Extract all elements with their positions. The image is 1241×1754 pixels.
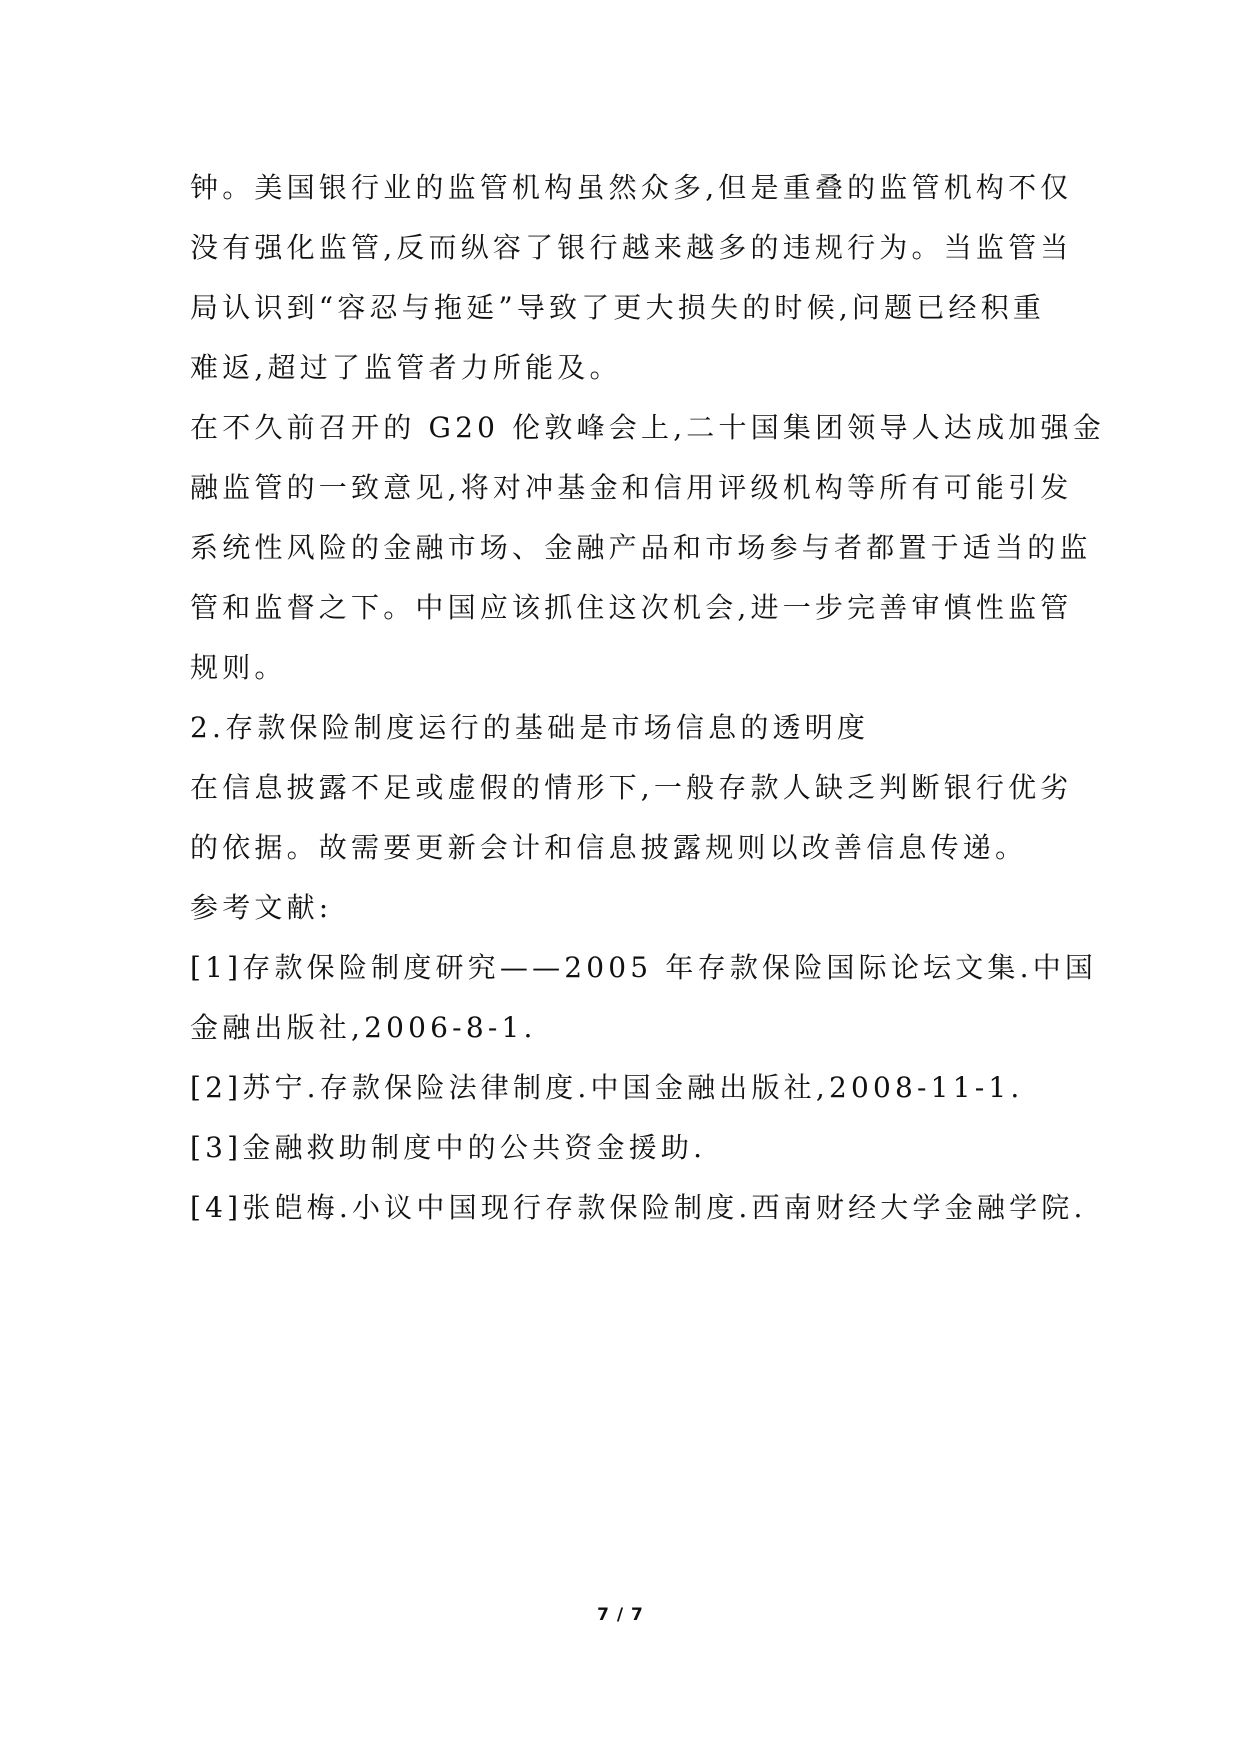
paragraph-line: 规则。 [190,651,287,684]
paragraph-line: 局认识到“容忍与拖延”导致了更大损失的时候,问题已经积重 [190,291,1046,324]
reference-item: [2]苏宁.存款保险法律制度.中国金融出版社,2008-11-1. [190,1071,1024,1104]
section-heading: 2.存款保险制度运行的基础是市场信息的透明度 [190,711,870,744]
paragraph-line: 系统性风险的金融市场、金融产品和市场参与者都置于适当的监 [190,531,1092,564]
paragraph-line: 融监管的一致意见,将对冲基金和信用评级机构等所有可能引发 [190,471,1073,504]
paragraph-line: 难返,超过了监管者力所能及。 [190,351,622,384]
reference-item: 金融出版社,2006-8-1. [190,1011,537,1044]
paragraph-line: 的依据。故需要更新会计和信息披露规则以改善信息传递。 [190,831,1028,864]
paragraph-line: 在不久前召开的 G20 伦敦峰会上,二十国集团领导人达成加强金 [190,411,1105,444]
paragraph-line: 没有强化监管,反而纵容了银行越来越多的违规行为。当监管当 [190,231,1073,264]
paragraph-line: 钟。美国银行业的监管机构虽然众多,但是重叠的监管机构不仅 [190,171,1073,204]
paragraph-line: 在信息披露不足或虚假的情形下,一般存款人缺乏判断银行优劣 [190,771,1073,804]
document-body [190,158,1105,1238]
reference-item: [3]金融救助制度中的公共资金援助. [190,1131,707,1164]
page-number: 7 / 7 [597,1605,644,1625]
references-heading: 参考文献: [190,891,333,924]
reference-item: [4]张皑梅.小议中国现行存款保险制度.西南财经大学金融学院. [190,1191,1087,1224]
paragraph-line: 管和监督之下。中国应该抓住这次机会,进一步完善审慎性监管 [190,591,1073,624]
reference-item: [1]存款保险制度研究——2005 年存款保险国际论坛文集.中国 [190,951,1098,984]
